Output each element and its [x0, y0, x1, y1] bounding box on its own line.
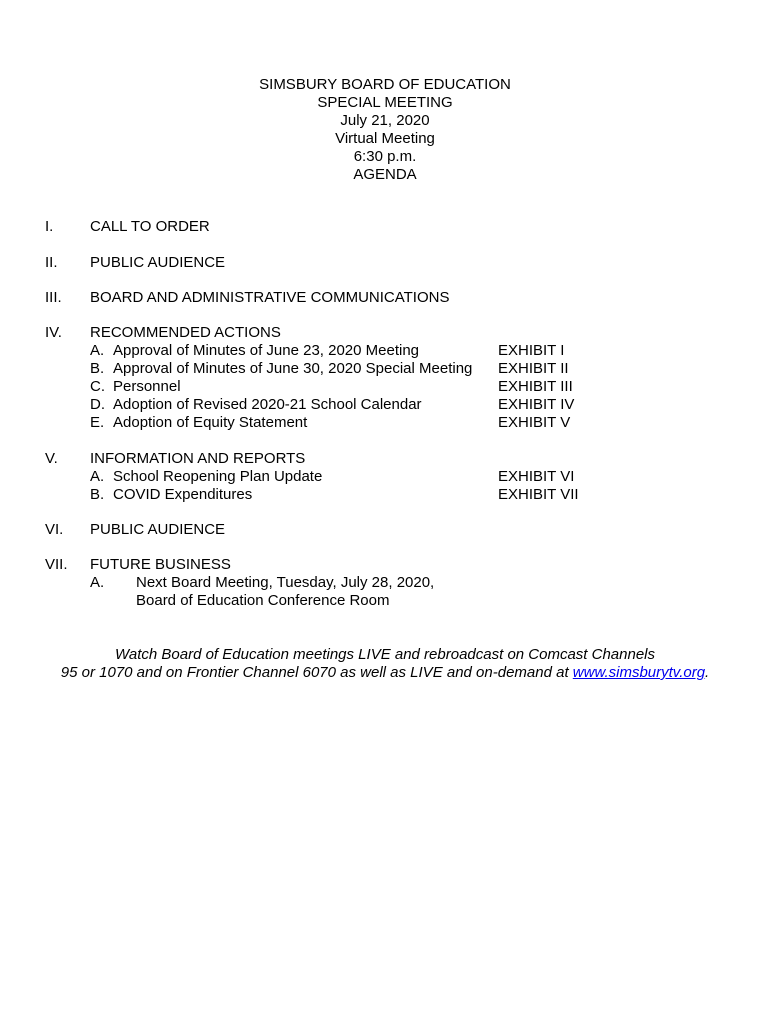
exhibit-label: EXHIBIT I [498, 342, 565, 359]
item-letter: B. [90, 486, 105, 503]
item-text: Approval of Minutes of June 23, 2020 Meeting [113, 342, 420, 359]
meeting-location: Virtual Meeting [335, 130, 435, 147]
item-letter: A. [90, 468, 105, 485]
item-text: Adoption of Equity Statement [113, 414, 308, 431]
exhibit-label: EXHIBIT II [498, 360, 569, 377]
future-items [90, 574, 690, 610]
section-numeral: V. [45, 450, 58, 467]
section-numeral: II. [45, 254, 58, 271]
item-letter: D. [90, 396, 105, 413]
item-letter: B. [90, 360, 105, 377]
exhibit-label: EXHIBIT VI [498, 468, 575, 485]
item-letter: C. [90, 378, 105, 395]
document-title: AGENDA [353, 166, 417, 183]
simsburytv-link[interactable]: www.simsburytv.org [572, 664, 706, 681]
item-text: Next Board Meeting, Tuesday, July 28, 2020, [136, 574, 435, 591]
section-numeral: III. [45, 289, 62, 306]
item-text: Adoption of Revised 2020-21 School Calendar [113, 396, 422, 413]
list-item [90, 360, 690, 378]
section-title: RECOMMENDED ACTIONS [90, 324, 281, 341]
section-title: FUTURE BUSINESS [90, 556, 231, 573]
item-text: Personnel [113, 378, 181, 395]
section-numeral: VII. [45, 556, 68, 573]
broadcast-notice [0, 646, 770, 682]
section-numeral: VI. [45, 521, 64, 538]
item-letter: E. [90, 414, 105, 431]
list-item [90, 468, 690, 486]
meeting-time: 6:30 p.m. [353, 148, 417, 165]
notice-text: 95 or 1070 and on Frontier Channel 6070 as well as LIVE and on-demand at [60, 664, 573, 681]
action-items [90, 342, 690, 432]
list-item [90, 396, 690, 414]
item-letter: A. [90, 342, 105, 359]
list-item [90, 574, 690, 592]
exhibit-label: EXHIBIT V [498, 414, 571, 431]
exhibit-label: EXHIBIT IV [498, 396, 575, 413]
section-title: CALL TO ORDER [90, 218, 210, 235]
list-item [90, 486, 690, 504]
notice-period: . [705, 664, 710, 681]
section-title: INFORMATION AND REPORTS [90, 450, 306, 467]
item-letter: A. [90, 574, 105, 591]
list-item [90, 342, 690, 360]
section-numeral: I. [45, 218, 54, 235]
list-item [90, 378, 690, 396]
report-items [90, 468, 690, 504]
item-text: Board of Education Conference Room [136, 592, 390, 609]
meeting-date: July 21, 2020 [340, 112, 430, 129]
section-title: PUBLIC AUDIENCE [90, 254, 226, 271]
meeting-type: SPECIAL MEETING [317, 94, 453, 111]
org-name: SIMSBURY BOARD OF EDUCATION [259, 76, 511, 93]
list-item-continued [90, 592, 690, 610]
section-numeral: IV. [45, 324, 62, 341]
item-text: School Reopening Plan Update [113, 468, 323, 485]
section-title: BOARD AND ADMINISTRATIVE COMMUNICATIONS [90, 289, 450, 306]
list-item [90, 414, 690, 432]
item-text: Approval of Minutes of June 30, 2020 Special Meeting [113, 360, 473, 377]
item-text: COVID Expenditures [113, 486, 253, 503]
notice-line-1: Watch Board of Education meetings LIVE and rebroadcast on Comcast Channels [114, 646, 656, 663]
notice-line-2 [0, 664, 770, 682]
exhibit-label: EXHIBIT III [498, 378, 573, 395]
agenda-header [0, 76, 770, 184]
exhibit-label: EXHIBIT VII [498, 486, 579, 503]
section-title: PUBLIC AUDIENCE [90, 521, 226, 538]
